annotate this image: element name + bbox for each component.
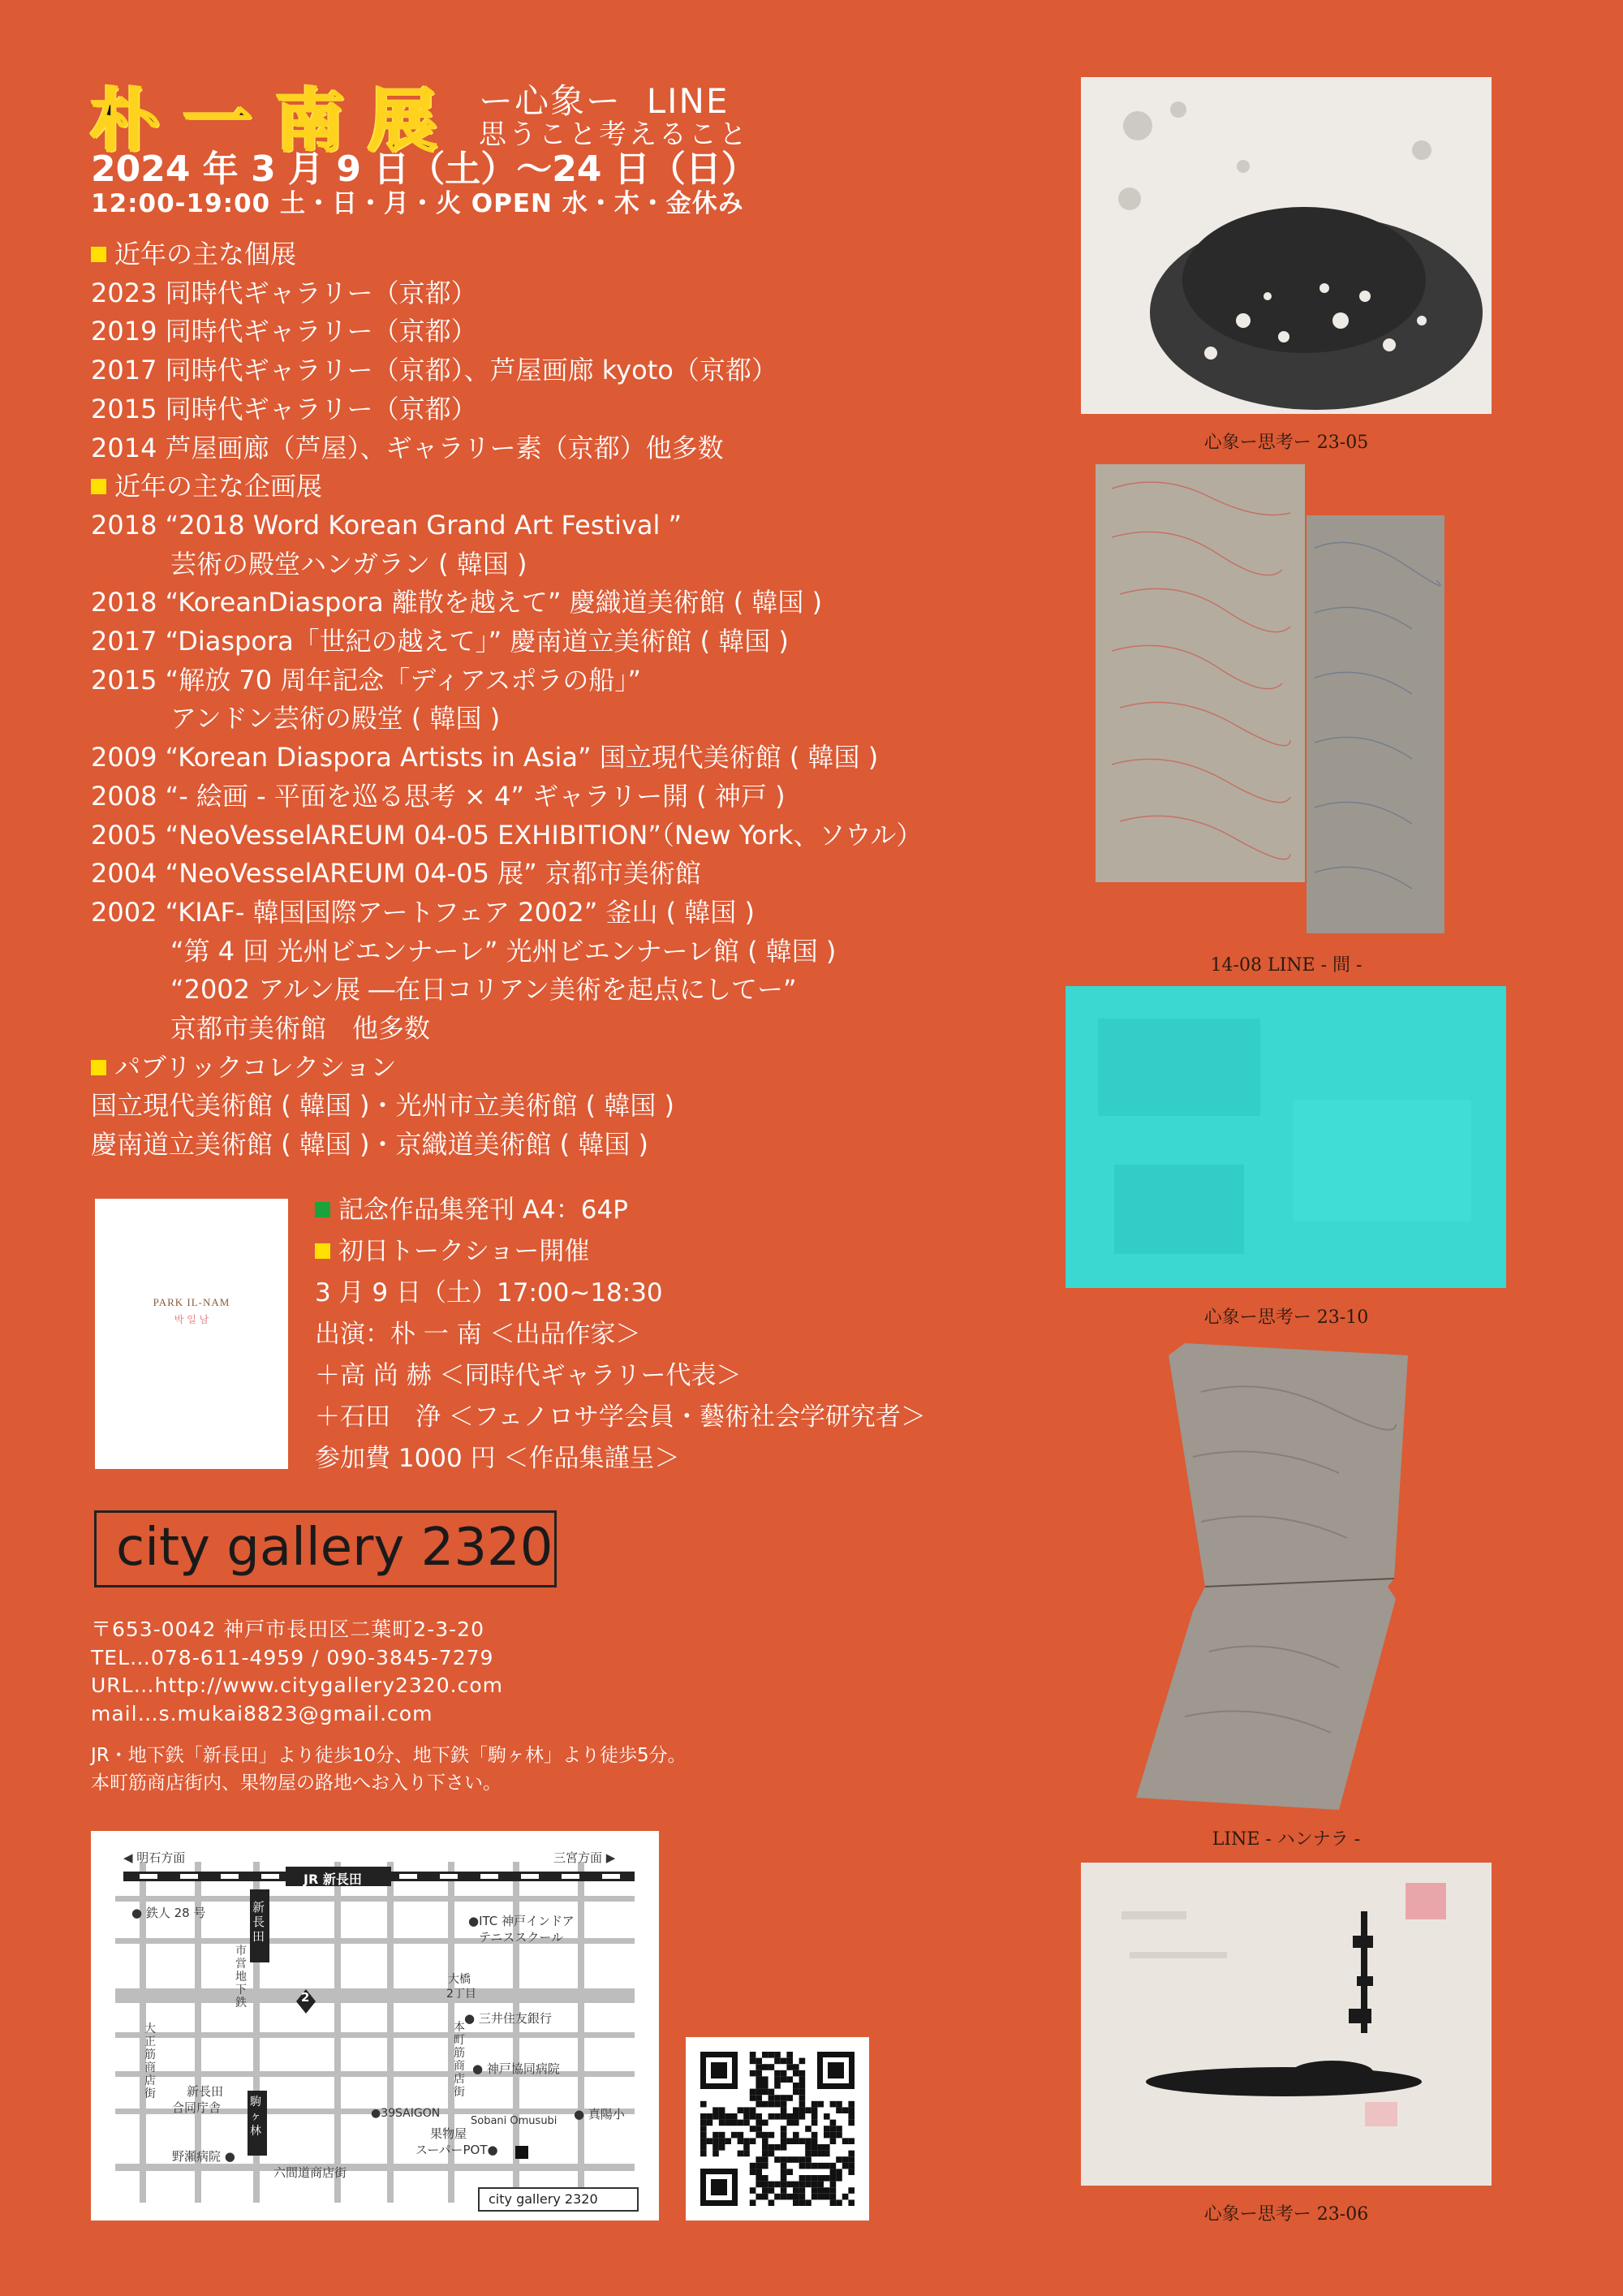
list-item: 慶南道立美術館 ( 韓国 )・京織道美術館 ( 韓国 ) [91,1129,648,1161]
artwork-caption: LINE - ハンナラ - [1212,1829,1361,1850]
map-station-label: JR 新長田 [304,1872,362,1887]
artwork-image [1096,464,1305,882]
exhibition-title: 朴一南展 [91,81,462,161]
group-heading: 近年の主な企画展 [91,467,1024,506]
map-label: Sobani Omusubi [471,2115,558,2127]
map-label: 2丁目 [446,1988,476,2001]
artwork-drawing [1096,464,1305,882]
history-list [91,235,1024,1165]
list-item: 2018 “KoreanDiaspora 離散を越えて” 慶織道美術館 ( 韓国 ) [91,587,823,618]
map-label: テニススクール [479,1930,564,1945]
artwork-image [1081,77,1492,414]
map-label: ◀ 明石方面 [123,1850,186,1865]
exhibition-subtitle: ー心象ー LINE [479,81,730,121]
artwork-image [1307,515,1444,933]
list-item: 京都市美術館 他多数 [170,1013,431,1045]
map-label: 合同庁舎 [172,2100,222,2115]
artwork-image [1065,986,1506,1288]
list-item: “第 4 回 光州ビエンナーレ” 光州ビエンナーレ館 ( 韓国 ) [170,935,837,967]
list-item: 2017 同時代ギャラリー（京都）、芦屋画廊 kyoto（京都） [91,355,777,386]
map-label: 果物屋 [430,2126,467,2141]
list-item: 2015 同時代ギャラリー（京都） [91,393,477,424]
map-station-label: 新長田 [252,1900,265,1944]
list-item: 2009 “Korean Diaspora Artists in Asia” 国立現代美術館 ( 韓国 ) [91,742,879,773]
map-label: 六間道商店街 [273,2165,347,2180]
yellow-square-icon [91,247,106,262]
address: 〒653-0042 神戸市長田区二葉町2-3-20 [91,1618,484,1641]
artwork-drawing [1136,1343,1412,1814]
website[interactable]: URL…http://www.citygallery2320.com [91,1674,503,1697]
gallery-name: city gallery 2320 [116,1518,553,1578]
list-item: 2015 “解放 70 周年記念「ディアスポラの船」” [91,664,641,696]
talk-cast: ＋高 尚 赫 ＜同時代ギャラリー代表＞ [315,1361,742,1390]
map-label: 野瀬病院 ● [172,2149,235,2164]
catalog-note: 記念作品集発刊 A4：64P [315,1190,926,1231]
artwork-caption: 14-08 LINE - 間 - [1210,955,1363,976]
access-line: JR・地下鉄「新長田」より徒歩10分、地下鉄「駒ヶ林」より徒歩5分。 [91,1745,687,1766]
green-square-icon [315,1202,330,1217]
map-label: 大正筋商店街 [144,2022,156,2100]
artwork-drawing [1081,1863,1492,2186]
catalog-booklet-image [95,1199,288,1469]
list-item: アンドン芸術の殿堂 ( 韓国 ) [170,703,501,734]
talk-info [315,1190,926,1480]
talk-heading: 初日トークショー開催 [315,1231,926,1273]
list-item: 2014 芦屋画廊（芦屋）、ギャラリー素（京都）他多数 [91,432,724,463]
qr-code-icon [686,2037,869,2221]
list-item: 国立現代美術館 ( 韓国 )・光州市立美術館 ( 韓国 ) [91,1090,674,1122]
list-item: 2005 “NeoVesselAREUM 04-05 EXHIBITION”（New York、ソウル） [91,819,923,851]
exhibition-dates: 2024 年 3 月 9 日（土）〜24 日（日） [91,149,757,190]
map-label: 本町筋商店街 [454,2021,465,2099]
list-item: 2004 “NeoVesselAREUM 04-05 展” 京都市美術館 [91,858,701,890]
map-label: 市営地下鉄 [235,1945,247,2010]
artwork-drawing [1065,986,1506,1288]
list-item: 2023 同時代ギャラリー（京都） [91,277,477,308]
talk-cast: ＋石田 浄 ＜フェノロサ学会員・藝術社会学研究者＞ [315,1402,926,1432]
artwork-caption: 心象ー思考ー 23-06 [1203,2204,1369,2225]
booklet-title: PARK IL-NAM [153,1296,230,1308]
solo-heading: 近年の主な個展 [91,235,1024,274]
map-label: ● 鉄人 28 号 [131,1906,206,1920]
map-label: 新長田 [187,2084,224,2099]
map-label: ● 三井住友銀行 [464,2011,552,2026]
list-item: 2017 “Diaspora「世紀の越えて」” 慶南道立美術館 ( 韓国 ) [91,626,789,657]
route-number: 2 [301,1990,310,2005]
map-label: 大橋 [448,1973,471,1986]
talk-fee: 参加費 1000 円 ＜作品集謹呈＞ [315,1444,680,1473]
access-map [91,1831,659,2221]
artwork-drawing [1081,77,1492,414]
contact-info [91,1616,503,1728]
yellow-square-icon [91,479,106,494]
public-heading: パブリックコレクション [91,1049,1024,1088]
access-info [91,1742,687,1797]
email[interactable]: mail…s.mukai8823@gmail.com [91,1701,433,1725]
artwork-caption: 心象ー思考ー 23-10 [1203,1307,1369,1328]
list-item: 芸術の殿堂ハンガラン ( 韓国 ) [170,548,527,579]
exhibition-subtitle-2: 思うこと考えること [479,118,749,151]
artwork-image [1136,1343,1412,1814]
map-label: ●ITC 神戸インドア [468,1914,575,1928]
yellow-square-icon [91,1060,106,1075]
talk-time: 3 月 9 日（土）17:00~18:30 [315,1278,663,1307]
map-label: ●39SAIGON [371,2107,441,2120]
map-label: ● 神戸協同病院 [472,2061,560,2076]
artwork-drawing [1307,515,1444,933]
qr-code[interactable] [686,2037,869,2221]
artwork-image [1081,1863,1492,2186]
yellow-square-icon [315,1243,330,1259]
list-item: 2018 “2018 Word Korean Grand Art Festival ” [91,509,682,541]
map-gallery-label: city gallery 2320 [489,2191,598,2207]
opening-hours: 12:00-19:00 土・日・月・火 OPEN 水・木・金休み [91,189,744,218]
list-item: 2019 同時代ギャラリー（京都） [91,316,477,347]
list-item: “2002 アルン展 ―在日コリアン美術を起点にしてー” [170,974,797,1006]
map-label: 三宮方面 ▶ [553,1850,616,1865]
map-label: ● 真陽小 [574,2107,625,2122]
booklet-subtitle: 박 일 남 [174,1314,209,1325]
phone: TEL…078-611-4959 / 090-3845-7279 [91,1645,494,1669]
artwork-caption: 心象ー思考ー 23-05 [1203,433,1369,453]
talk-cast: 出演：朴 一 南 ＜出品作家＞ [315,1320,641,1349]
map-label: スーパーPOT● [415,2143,498,2157]
list-item: 2002 “KIAF- 韓国国際アートフェア 2002” 釜山 ( 韓国 ) [91,896,755,928]
map-station-label: 駒ヶ林 [250,2096,261,2138]
list-item: 2008 “- 絵画 - 平面を巡る思考 × 4” ギャラリー開 ( 神戸 ) [91,780,786,812]
gallery-logo [94,1510,557,1587]
access-line: 本町筋商店街内、果物屋の路地へお入り下さい。 [91,1773,502,1794]
